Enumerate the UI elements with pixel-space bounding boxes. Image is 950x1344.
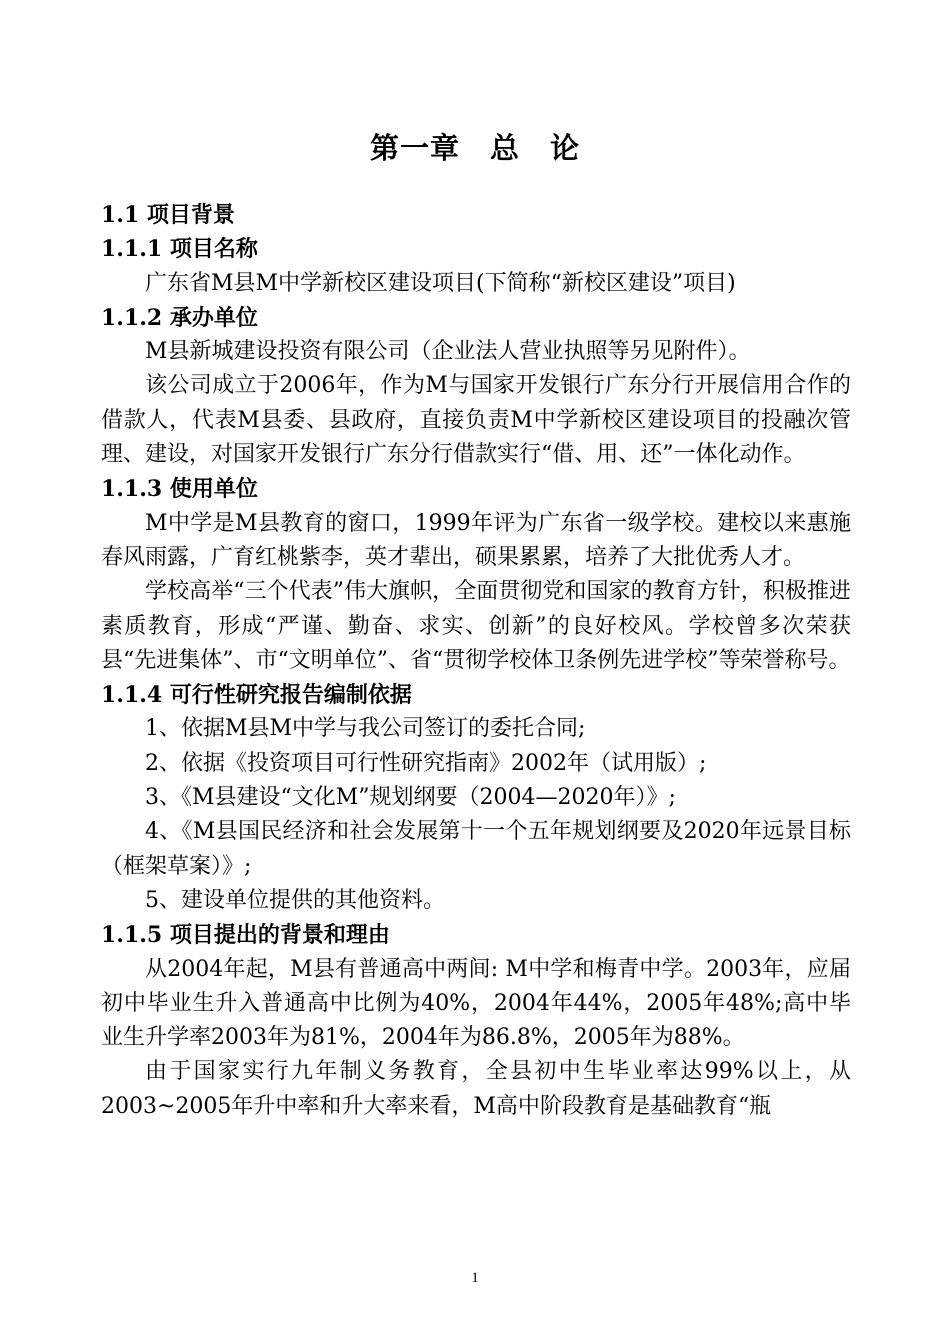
section-heading: 1.1.4 可行性研究报告编制依据 <box>101 682 412 709</box>
body-paragraph: 由于国家实行九年制义务教育，全县初中生毕业率达99%以上，从2003~2005年升中率和升大率来看，M高中阶段教育是基础教育“瓶 <box>101 1059 851 1119</box>
list-item: 5、建设单位提供的其他资料。 <box>145 887 445 913</box>
section-heading: 1.1.3 使用单位 <box>101 476 258 503</box>
section-heading: 1.1.1 项目名称 <box>101 236 258 263</box>
body-paragraph: 广东省M县M中学新校区建设项目(下简称“新校区建设”项目) <box>145 270 736 296</box>
body-paragraph: M县新城建设投资有限公司（企业法人营业执照等另见附件）。 <box>145 339 751 365</box>
page-number: 1 <box>471 1270 479 1286</box>
body-paragraph: 从2004年起，M县有普通高中两间: M中学和梅青中学。2003年，应届初中毕业生升入普通高中比例为40%，2004年44%，2005年48%;高中毕业生升学率2003年为81%，2004年为86.8%，2005年为88%。 <box>101 956 851 1051</box>
section-heading: 1.1 项目背景 <box>101 202 235 228</box>
body-paragraph: 该公司成立于2006年，作为M与国家开发银行广东分行开展信用合作的借款人，代表M县委、县政府，直接负责M中学新校区建设项目的投融次管理、建设，对国家开发银行广东分行借款实行“借、用、还”一体化动作。 <box>101 373 851 468</box>
list-item: 4、《M县国民经济和社会发展第十一个五年规划纲要及2020年远景目标（框架草案）》; <box>101 819 851 879</box>
list-item: 2、依据《投资项目可行性研究指南》2002年（试用版）; <box>145 750 707 776</box>
list-item: 1、依据M县M中学与我公司签订的委托合同; <box>145 716 586 742</box>
chapter-title <box>0 126 950 170</box>
section-heading: 1.1.2 承办单位 <box>101 304 258 331</box>
section-heading: 1.1.5 项目提出的背景和理由 <box>101 922 390 949</box>
chapter-title-text: 第一章 总 论 <box>369 131 580 165</box>
document-body <box>101 198 851 1124</box>
list-item: 3、《M县建设“文化M”规划纲要（2004—2020年）》; <box>145 785 676 811</box>
body-paragraph: 学校高举“三个代表”伟大旗帜，全面贯彻党和国家的教育方针，积极推进素质教育，形成“严谨、勤奋、求实、创新”的良好校风。学校曾多次荣获县“先进集体”、市“文明单位”、省“贯彻学校体卫条例先进学校”等荣誉称号。 <box>101 579 851 673</box>
body-paragraph: M中学是M县教育的窗口，1999年评为广东省一级学校。建校以来惠施春风雨露，广育红桃紫李，英才辈出，硕果累累，培养了大批优秀人才。 <box>101 510 851 570</box>
